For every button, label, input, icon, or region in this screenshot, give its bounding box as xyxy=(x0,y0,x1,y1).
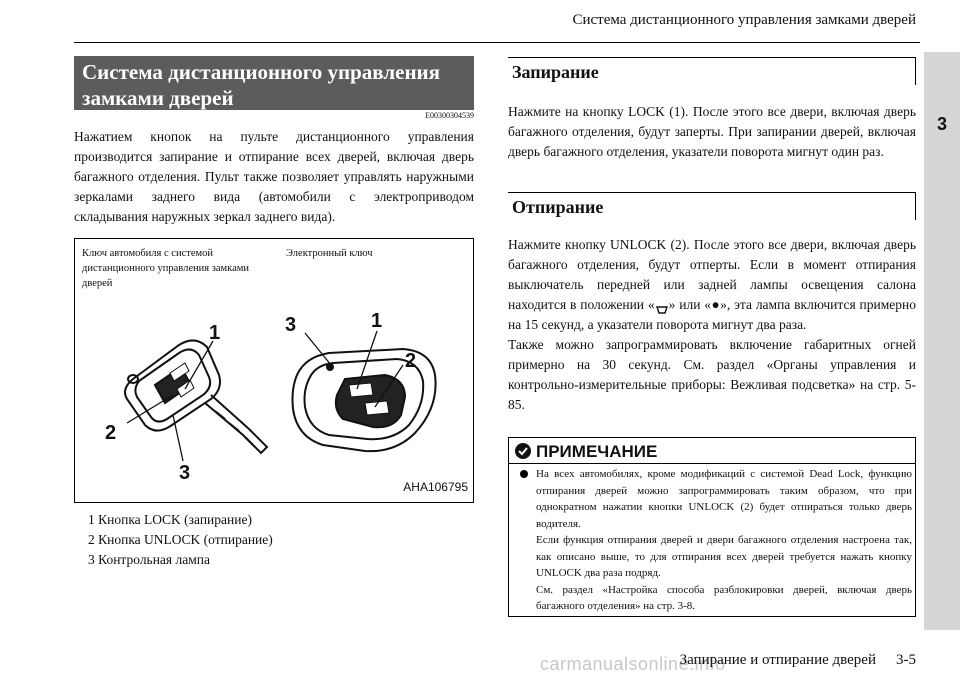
page-number: 3-5 xyxy=(896,652,916,668)
figure-label-electronic: Электронный ключ xyxy=(286,248,373,259)
figure-legend xyxy=(88,510,468,570)
lock-heading: Запирание xyxy=(508,57,916,85)
callout-1-left: 1 xyxy=(209,322,221,344)
door-lamp-icon xyxy=(655,301,669,311)
callout-2-left: 2 xyxy=(105,422,117,444)
note-heading xyxy=(514,441,657,463)
note-title: ПРИМЕЧАНИЕ xyxy=(536,442,658,461)
note-p3: См. раздел «Настройка способа разблокировки дверей, включая дверь багажного отделения» на стр. 3-8. xyxy=(536,583,912,612)
legend-item: 1 Кнопка LOCK (запирание) xyxy=(88,512,252,527)
footer-section: Запирание и отпирание дверей xyxy=(679,652,876,668)
unlock-heading: Отпирание xyxy=(508,192,916,220)
callout-1-right: 1 xyxy=(371,310,383,332)
figure-label-fob: Ключ автомобиля с системой дистанционного управления замками дверей xyxy=(82,248,250,289)
section-heading: Система дистанционного управления замками дверей xyxy=(74,56,474,110)
chapter-thumb-strip xyxy=(924,52,960,630)
note-p1: На всех автомобилях, кроме модификаций с системой Dead Lock, функцию отпирания дверей можно запрограммировать таким образом, что при однократном нажатии кнопки UNLOCK (2) будет отпираться только дверь водителя. xyxy=(536,468,912,530)
bullet-icon xyxy=(520,470,528,478)
section-code: E00300304539 xyxy=(425,111,474,120)
note-check-icon xyxy=(514,442,532,460)
fob-key-drawing xyxy=(125,340,267,453)
unlock-paragraph xyxy=(508,235,916,415)
unlock-text-c: Также можно запрограммировать включение габаритных огней примерно на 30 секунд. См. раздел «Органы управления и контрольно-измерительные приборы: Вежливая подсветка» на стр. 5-85. xyxy=(508,337,916,412)
note-rule xyxy=(508,463,916,464)
header-rule xyxy=(74,42,920,43)
lock-paragraph: Нажмите на кнопку LOCK (1). После этого все двери, включая дверь багажного отделения, будут заперты. При запирании дверей, включая дверь багажного отделения, указатели поворота мигнут один раз. xyxy=(508,104,916,159)
legend-item: 2 Кнопка UNLOCK (отпирание) xyxy=(88,532,273,547)
note-p2: Если функция отпирания дверей и двери багажного отделения настроена так, как описано выше, то для отпирания всех дверей требуется нажать кнопку UNLOCK два раза подряд. xyxy=(536,534,912,579)
callout-2-right: 2 xyxy=(405,350,417,372)
unlock-text-a: Нажмите кнопку UNLOCK (2). После этого все двери, включая дверь багажного отделения, будут отперты. Если в момент отпирания выключатель передней или задней лампы освещения салона находится в положении « xyxy=(508,237,916,312)
callout-3-right: 3 xyxy=(285,314,297,336)
unlock-text-b: » или «●», эта лампа включится примерно на 15 секунд, а указатели поворота мигнут два раза. xyxy=(508,297,916,332)
legend-item: 3 Контрольная лампа xyxy=(88,552,211,567)
chapter-number: 3 xyxy=(936,114,947,134)
callout-3-left: 3 xyxy=(179,462,191,484)
intro-paragraph: Нажатием кнопок на пульте дистанционного управления производится запирание и отпирание всех дверей, включая дверь багажного отделения. Пульт также позволяет управлять наружными зеркалами заднего вида (автомобили с электроприводом складывания наружных зеркал заднего вида). xyxy=(74,129,474,224)
note-text xyxy=(536,466,912,615)
page-footer xyxy=(620,652,916,669)
running-header: Система дистанционного управления замками дверей xyxy=(572,12,916,28)
watermark: carmanualsonline.info xyxy=(540,654,726,674)
figure-code: AHA106795 xyxy=(403,480,468,494)
